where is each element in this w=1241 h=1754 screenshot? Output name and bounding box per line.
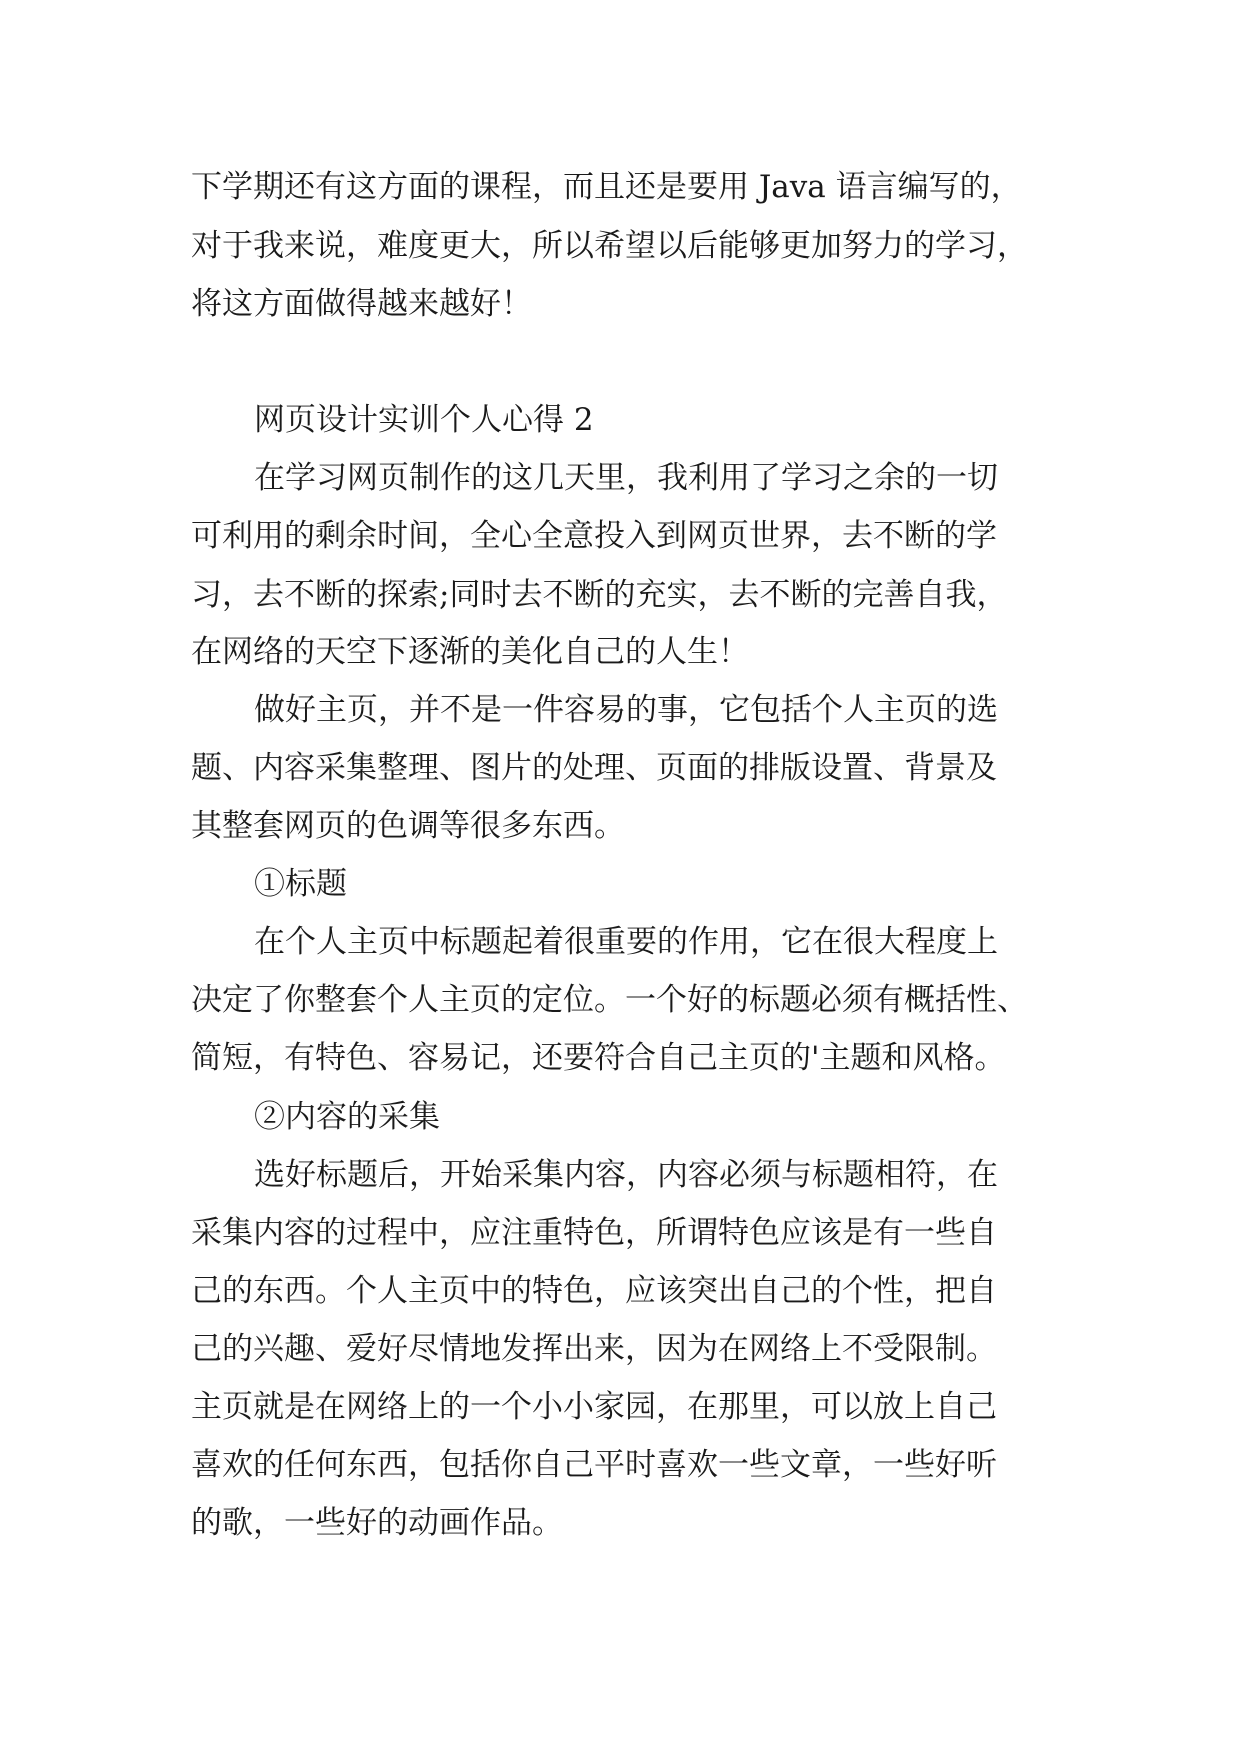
text-line: 题、内容采集整理、图片的处理、页面的排版设置、背景及 <box>191 750 997 786</box>
text-line: 在学习网页制作的这几天里，我利用了学习之余的一切 <box>254 460 998 496</box>
text-line: 喜欢的任何东西，包括你自己平时喜欢一些文章，一些好听 <box>191 1447 997 1483</box>
text-line: 对于我来说，难度更大，所以希望以后能够更加努力的学习， <box>191 228 1028 264</box>
text-line: 选好标题后，开始采集内容，内容必须与标题相符，在 <box>254 1157 998 1193</box>
subheading-content-collection: ②内容的采集 <box>254 1099 440 1135</box>
text-line: 习，去不断的探索;同时去不断的充实，去不断的完善自我， <box>191 577 1008 613</box>
text-line: 下学期还有这方面的课程，而且还是要用 Java 语言编写的， <box>191 169 1022 205</box>
text-line: 在网络的天空下逐渐的美化自己的人生！ <box>191 634 749 670</box>
text-line: 的歌，一些好的动画作品。 <box>191 1505 563 1541</box>
text-line: 将这方面做得越来越好！ <box>191 286 532 322</box>
text-line: 己的兴趣、爱好尽情地发挥出来，因为在网络上不受限制。 <box>191 1331 997 1367</box>
text-line: 在个人主页中标题起着很重要的作用，它在很大程度上 <box>254 924 998 960</box>
text-line: 决定了你整套个人主页的定位。一个好的标题必须有概括性、 <box>191 982 1028 1018</box>
text-line: 做好主页，并不是一件容易的事，它包括个人主页的选 <box>254 692 998 728</box>
text-line: 采集内容的过程中，应注重特色，所谓特色应该是有一些自 <box>191 1215 997 1251</box>
subheading-title: ①标题 <box>254 866 347 902</box>
text-line: 可利用的剩余时间，全心全意投入到网页世界，去不断的学 <box>191 518 997 554</box>
text-line: 主页就是在网络上的一个小小家园，在那里，可以放上自己 <box>191 1389 997 1425</box>
section-heading: 网页设计实训个人心得 2 <box>254 402 594 438</box>
text-line: 己的东西。个人主页中的特色，应该突出自己的个性，把自 <box>191 1273 997 1309</box>
text-line: 简短，有特色、容易记，还要符合自己主页的'主题和风格。 <box>191 1040 1006 1076</box>
text-line: 其整套网页的色调等很多东西。 <box>191 808 625 844</box>
